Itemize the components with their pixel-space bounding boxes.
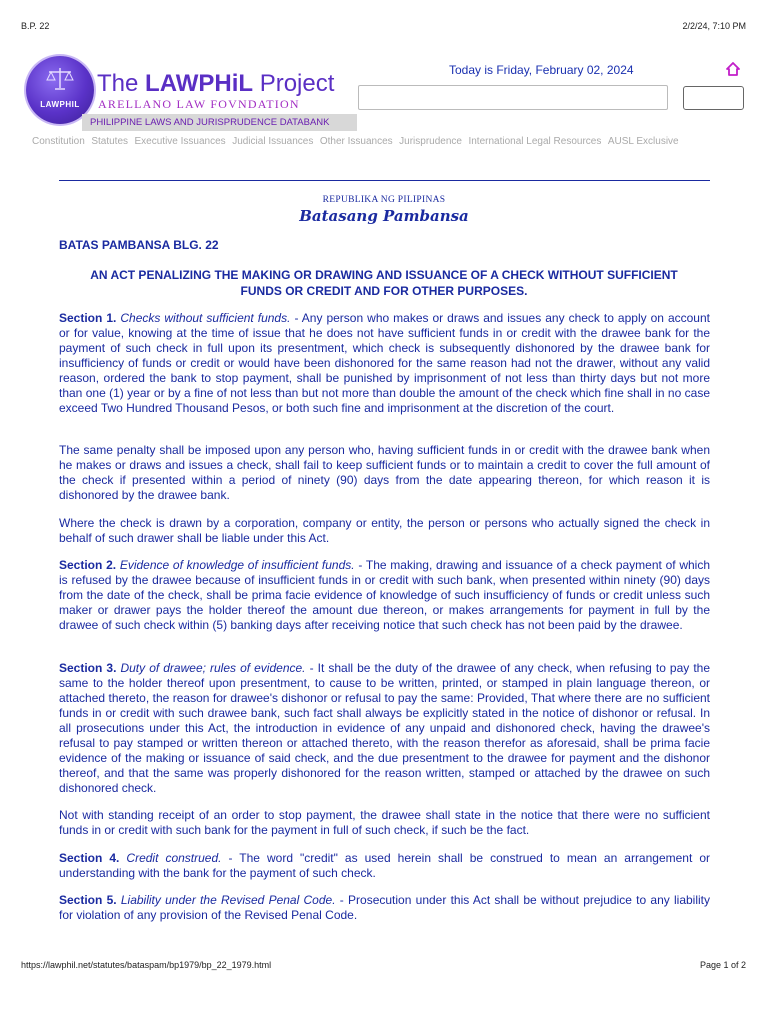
section-3-text: - It shall be the duty of the drawee of any check, when refusing to pay the same to the holder thereof upon presentment, to cause to be written, printed, or stamped in plain language thereon, or attached thereto, the reason for drawee's dishonor or refusal to pay the same: Provided, That where there are no sufficient funds in or credit with such drawee bank, such fact shall always be explicitly stated in the notice of dishonor or refusal. In all prosecutions under this Act, the introduction in evidence of any unpaid and dishonored check, having the drawee's refusal to pay stamped or written thereon or attached thereto, with the reason therefor as aforesaid, shall be prima facie evidence of the making or issuance of said check, and the due presentment to the drawee for payment and the dishonor thereof, and that the same was properly dishonored for the reason written, stamped or attached by the drawee on such dishonored check.: [59, 661, 710, 795]
main-nav: [32, 136, 685, 147]
section-3-label: Section 3.: [59, 661, 117, 675]
section-3: [59, 661, 710, 796]
section-4: [59, 851, 710, 881]
section-1-paragraph-2: The same penalty shall be imposed upon any person who, having sufficient funds in or credit with the drawee bank when he makes or draws and issues a check, shall fail to keep sufficient funds or to maintain a credit to cover the full amount of the check if presented within a period of ninety (90) days from the date appearing thereon, for which reason it is dishonored by the drawee bank.: [59, 443, 710, 502]
nav-item-executive-issuances[interactable]: Executive Issuances: [134, 136, 226, 147]
print-header-title: B.P. 22: [21, 21, 50, 31]
nav-item-statutes[interactable]: Statutes: [91, 136, 129, 147]
search-input[interactable]: [358, 85, 668, 110]
site-tagline-bar: [82, 114, 357, 131]
section-1: [59, 311, 710, 416]
section-3-paragraph-2: Not with standing receipt of an order to stop payment, the drawee shall state in the notice that there were no sufficient funds in or credit with such bank for the payment in full of such check, if such be the fact.: [59, 808, 710, 837]
site-subtitle: ARELLANO LAW FOVNDATION: [98, 97, 300, 111]
legislature-heading: Batasang Pambansa: [299, 207, 469, 225]
print-footer-url: https://lawphil.net/statutes/bataspam/bp1979/bp_22_1979.html: [21, 960, 272, 970]
section-1-caption: Checks without sufficient funds.: [120, 311, 291, 325]
site-tagline: PHILIPPINE LAWS AND JURISPRUDENCE DATABANK: [90, 117, 330, 128]
section-4-text: - The word "credit" as used herein shall be construed to mean an arrangement or understanding with the bank for the payment of such check.: [59, 851, 710, 880]
search-button[interactable]: [683, 86, 744, 110]
section-1-label: Section 1.: [59, 311, 117, 325]
nav-item-constitution[interactable]: Constitution: [32, 136, 85, 147]
site-title[interactable]: The LAWPHiL Project: [97, 70, 335, 97]
scales-of-justice-icon: [46, 66, 74, 92]
nav-item-jurisprudence[interactable]: Jurisprudence: [399, 136, 462, 147]
law-number: BATAS PAMBANSA BLG. 22: [59, 238, 219, 252]
logo-label: LAWPHIL: [40, 100, 80, 109]
section-5-caption: Liability under the Revised Penal Code.: [120, 893, 336, 907]
section-5-text: - Prosecution under this Act shall be without prejudice to any liability for violation of any provision of the Revised Penal Code.: [59, 893, 710, 922]
republic-heading: REPUBLIKA NG PILIPINAS: [322, 195, 446, 205]
section-1-paragraph-3: Where the check is drawn by a corporation, company or entity, the person or persons who actually signed the check in behalf of such drawer shall be liable under this Act.: [59, 516, 710, 545]
nav-item-ausl-exclusive[interactable]: AUSL Exclusive: [607, 136, 679, 147]
section-5: [59, 893, 710, 923]
section-2-label: Section 2.: [59, 558, 117, 572]
section-2: [59, 558, 710, 633]
print-footer-page: Page 1 of 2: [699, 960, 746, 970]
nav-item-other-issuances[interactable]: Other Issuances: [319, 136, 393, 147]
section-2-caption: Evidence of knowledge of insufficient funds.: [119, 558, 355, 572]
header-divider: [59, 180, 710, 181]
nav-item-international-legal-resources[interactable]: International Legal Resources: [468, 136, 602, 147]
section-2-text: - The making, drawing and issuance of a check payment of which is refused by the drawee because of insufficient funds in or credit with such bank, when presented within ninety (90) days from the date of the check, shall be prima facie evidence of knowledge of such insufficiency of funds or credit unless such maker or drawer pays the holder thereof the amount due thereon, or makes arrangements for payment in full by the drawee of such check within (5) banking days after receiving notice that such check has not been paid by the drawee.: [59, 558, 711, 632]
print-header-datetime: 2/2/24, 7:10 PM: [682, 21, 746, 31]
section-1-text: - Any person who makes or draws and issues any check to apply on account or for value, knowing at the time of issue that he does not have sufficient funds in or credit with the drawee bank for the payment of such check in full upon its presentment, which check is subsequently dishonored by the drawee bank for insufficiency of funds or credit or would have been dishonored for the same reason had not the drawer, without any valid reason, ordered the bank to stop payment, shall be punished by imprisonment of not less than thirty days but not more than one (1) year or by a fine of not less than but not more than double the amount of the check which fine shall in no case exceed Two Hundred Thousand Pesos, or both such fine and imprisonment at the discretion of the court.: [59, 311, 710, 415]
section-4-caption: Credit construed.: [126, 851, 222, 865]
today-date: Today is Friday, February 02, 2024: [449, 63, 634, 77]
section-5-label: Section 5.: [59, 893, 117, 907]
law-title: AN ACT PENALIZING THE MAKING OR DRAWING AND ISSUANCE OF A CHECK WITHOUT SUFFICIENT FUNDS OR CREDIT AND FOR OTHER PURPOSES.: [90, 268, 678, 298]
section-3-caption: Duty of drawee; rules of evidence.: [120, 661, 306, 675]
nav-item-judicial-issuances[interactable]: Judicial Issuances: [232, 136, 314, 147]
section-4-label: Section 4.: [59, 851, 120, 865]
home-icon[interactable]: [726, 62, 740, 76]
